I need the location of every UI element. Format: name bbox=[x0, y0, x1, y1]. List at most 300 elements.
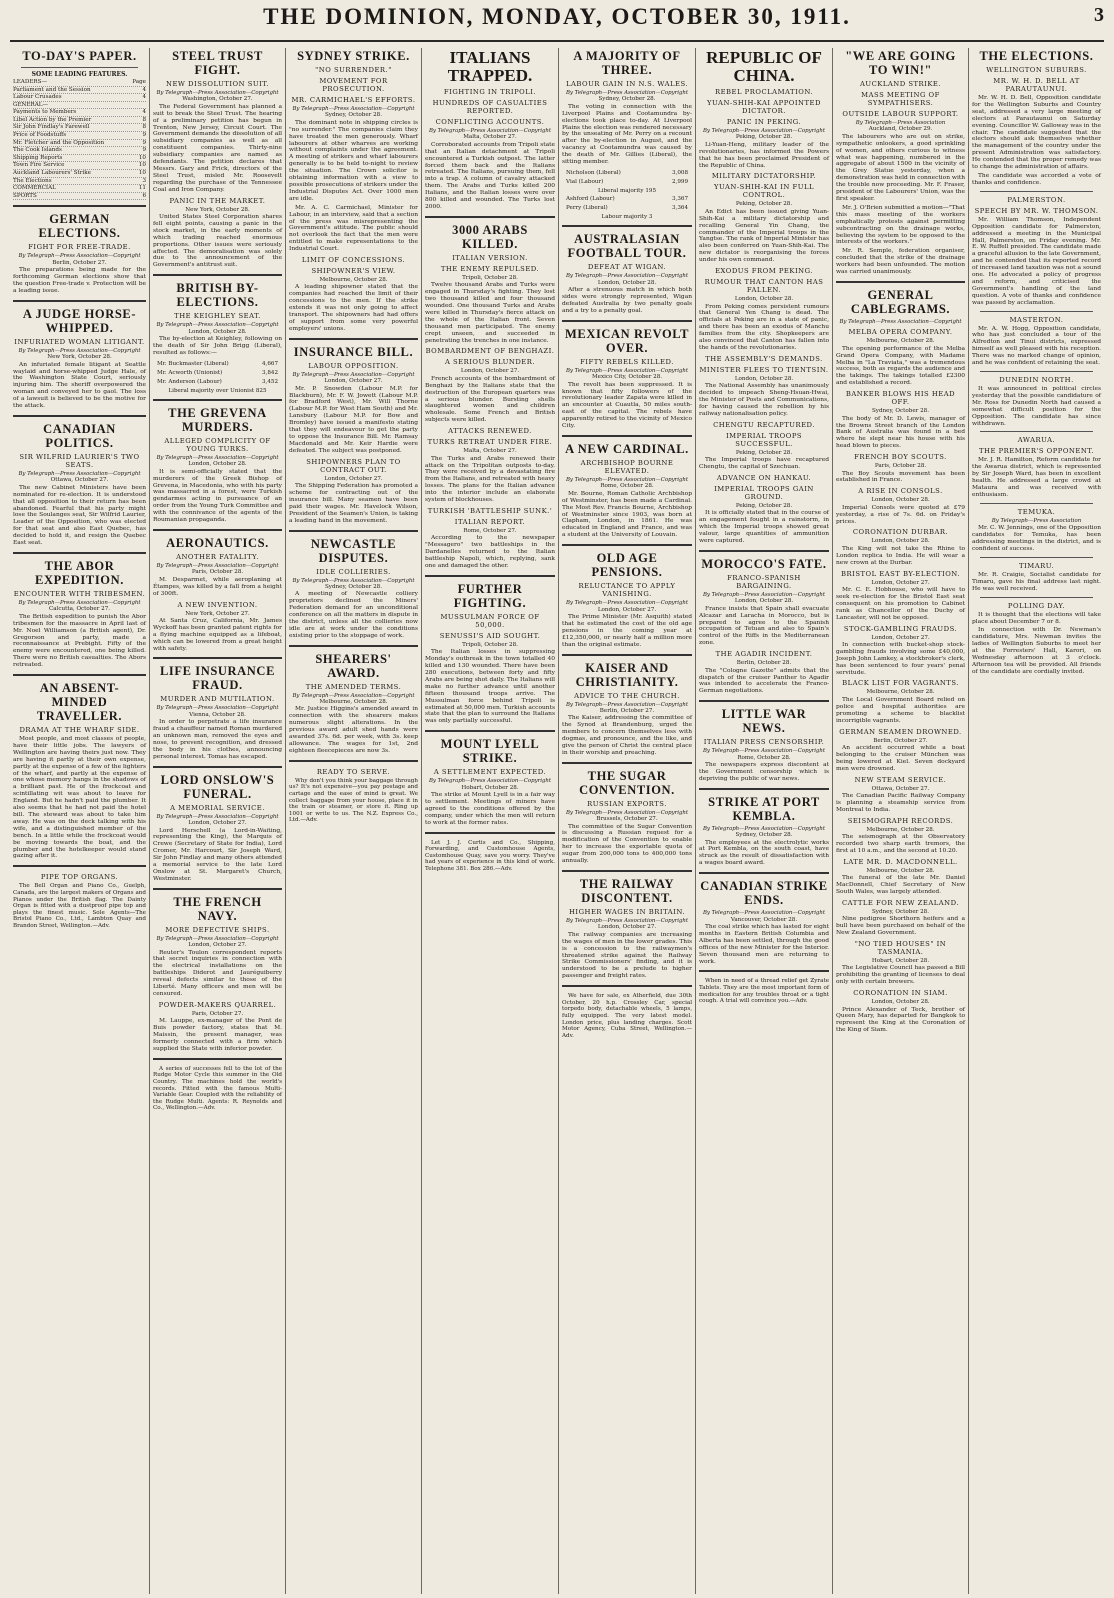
story-dateline: Vancouver, October 28. bbox=[730, 916, 798, 923]
story-credit: By Telegraph—Press Association—Copyright bbox=[292, 371, 415, 378]
story-dateline: London, October 28. bbox=[188, 461, 247, 468]
story-dateline: London, October 27. bbox=[324, 378, 383, 385]
contents-page: 4 bbox=[142, 109, 146, 116]
story-subhead: ITALIAN PRESS CENSORSHIP. bbox=[703, 738, 825, 747]
story-subhead: NEW STEAM SERVICE. bbox=[854, 775, 947, 784]
story-headline: GENERAL CABLEGRAMS. bbox=[850, 287, 951, 316]
divider bbox=[562, 320, 692, 322]
story-body: The Local Government Board relied on police and hospital authorities are promoting a scheme to blacklist incorrigible vagrants. bbox=[836, 696, 965, 724]
story-subhead: MELBA OPERA COMPANY. bbox=[848, 328, 953, 337]
contents-page: 4 bbox=[142, 94, 146, 101]
contents-item bbox=[13, 102, 146, 110]
divider bbox=[562, 225, 692, 227]
story-credit: By Telegraph—Press Association—Copyright bbox=[292, 577, 415, 584]
story-subhead: ITALIAN REPORT. bbox=[454, 517, 526, 526]
story-headline: A NEW CARDINAL. bbox=[565, 442, 689, 456]
story-credit: By Telegraph—Press Association—Copyright bbox=[565, 90, 689, 96]
story-subhead: "NO SURRENDER." bbox=[315, 66, 392, 74]
story-body: It is thought that the elections will take place about December 7 or 8. bbox=[972, 611, 1101, 625]
story-body: The railway companies are increasing the wages of men in the lower grades. This is a concession to the railwaymen's threatened strike against the Railway Strike Commissioners' finding, and it is understood to be a prelude to higher passenger and freight rates. bbox=[562, 931, 692, 980]
story-headline: STEEL TRUST FIGHT. bbox=[172, 49, 263, 77]
story-subhead: SIR WILFRID LAURIER'S TWO SEATS. bbox=[19, 453, 140, 469]
story-dateline: Rome, October 28. bbox=[600, 483, 654, 490]
story-headline: 3000 ARABS KILLED. bbox=[452, 222, 528, 251]
election-results bbox=[562, 168, 692, 188]
story-subhead: AWARUA. bbox=[1017, 436, 1056, 445]
story-subhead: FIGHTING IN TRIPOLI. bbox=[443, 88, 537, 96]
story-credit: By Telegraph—Press Association—Copyright bbox=[156, 322, 279, 329]
story-subhead: SEISMOGRAPH RECORDS. bbox=[847, 816, 954, 825]
story-credit: By Telegraph—Press Association—Copyright bbox=[292, 106, 415, 112]
story-subhead: A MEMORIAL SERVICE. bbox=[170, 803, 265, 812]
story-credit: By Telegraph—Press Association—Copyright bbox=[156, 90, 279, 96]
votes: 3,008 bbox=[671, 169, 688, 176]
story-credit: By Telegraph—Press Association—Copyright bbox=[428, 778, 552, 785]
story-subhead: ATTACKS RENEWED. bbox=[448, 427, 532, 436]
story-subhead: MASS MEETING OF SYMPATHISERS. bbox=[861, 91, 940, 107]
story-dateline: London, October 28. bbox=[871, 999, 930, 1006]
story-credit: By Telegraph—Press Association—Copyright bbox=[702, 910, 826, 917]
story-dateline: Rome, October 27. bbox=[463, 527, 517, 534]
result-row bbox=[564, 196, 690, 203]
story-subhead: FIFTY REBELS KILLED. bbox=[580, 357, 674, 366]
story-headline: CANADIAN STRIKE ENDS. bbox=[700, 879, 828, 908]
story-subhead: BOMBARDMENT OF BENGHAZI. bbox=[425, 347, 555, 356]
story-subhead: YUAN-SHIH-KAI IN FULL CONTROL. bbox=[714, 183, 814, 200]
story-credit: By Telegraph—Press Association—Copyright bbox=[18, 347, 141, 354]
story-body: Mr. R. Craigie, Socialist candidate for Timaru, gave his final address last night. He was well received. bbox=[972, 571, 1101, 592]
story-headline: AERONAUTICS. bbox=[166, 535, 269, 550]
divider bbox=[425, 216, 555, 218]
story-subhead: YUAN-SHIH-KAI APPOINTED DICTATOR. bbox=[707, 99, 821, 115]
story-subhead: SPEECH BY MR. W. THOMSON. bbox=[974, 206, 1099, 215]
story-dateline: Ottawa, October 27. bbox=[871, 785, 930, 792]
story-subhead: LABOUR OPPOSITION. bbox=[308, 361, 399, 370]
story-subhead: MASTERTON. bbox=[1009, 315, 1064, 324]
story-dateline: Melbourne, October 28. bbox=[319, 699, 388, 706]
votes: 3,367 bbox=[671, 196, 688, 203]
story-subhead: CONFLICTING ACCOUNTS. bbox=[435, 118, 545, 126]
story-subhead: CORONATION IN SIAM. bbox=[853, 989, 948, 998]
story-subhead: HIGHER WAGES IN BRITAIN. bbox=[569, 908, 685, 916]
story-body: Nine pedigree Shorthorn heifers and a bull have been purchased on behalf of the New Zealand Government. bbox=[836, 916, 965, 937]
divider bbox=[13, 205, 146, 207]
story-credit: By Telegraph—Press Association—Copyright bbox=[839, 318, 962, 325]
story-body: In connection with bucket-shop stock-gambling frauds involving some £40,000, Joseph John Lamkey, a stockbroker's clerk, has been sentenced to four years' penal servitude. bbox=[836, 641, 965, 676]
contents-label: Town Fire Service bbox=[13, 162, 65, 169]
story-subhead: TURKS RETREAT UNDER FIRE. bbox=[427, 438, 553, 447]
story-body: The Shipping Federation has promoted a scheme for contracting out of the insurance bill. Many seamen have been paid their wages. Mr. Havelock Wilson, President of the Seamen's Union, is taking a leading hand in the movement. bbox=[289, 483, 418, 524]
story-subhead: PANIC IN THE MARKET. bbox=[169, 196, 266, 205]
story-headline: THE RAILWAY DISCONTENT. bbox=[579, 877, 675, 905]
story-subhead: CATTLE FOR NEW ZEALAND. bbox=[841, 898, 960, 907]
story-subhead: CORONATION DURBAR. bbox=[852, 528, 949, 537]
candidate: Vial (Labour) bbox=[566, 178, 604, 185]
story-body: In order to perpetrate a life insurance fraud a chauffeur named Roman murdered an unknown man, removed the eyes and nose, to prevent recognition, and dressed the body in his clothes, announcing personal interest. Tomas has escaped. bbox=[153, 719, 282, 760]
story-credit: By Telegraph—Press Association—Copyright bbox=[18, 253, 141, 260]
column-7 bbox=[833, 48, 969, 1594]
contents-page: 9 bbox=[142, 147, 146, 154]
story-subhead: POWDER-MAKERS QUARREL. bbox=[158, 1000, 277, 1009]
contents-page: 9 bbox=[142, 132, 146, 139]
story-body: The preparations being made for the forthcoming German elections show that the question Free-trade v. Protection will be a leading issue. bbox=[13, 267, 146, 294]
story-subhead: THE ENEMY REPULSED. bbox=[440, 264, 540, 273]
story-credit: By Telegraph—Press Association—Copyright bbox=[565, 600, 689, 607]
story-credit: By Telegraph—Press Association—Copyright bbox=[565, 809, 689, 816]
story-body: The strike at Mount Lyell is in a fair way to settlement. Meetings of miners have agreed to the conditions offered by the company, under which the men will return to work at the former rates. bbox=[425, 792, 555, 826]
contents-item bbox=[13, 193, 146, 201]
divider bbox=[425, 575, 555, 577]
story-dateline: London, October 28. bbox=[871, 538, 930, 545]
story-subhead: FRANCO-SPANISH BARGAINING. bbox=[727, 573, 801, 590]
ad-body: The Bell Organ and Piano Co., Guelph, Canada, are the largest makers of Organs and Pianos under the British flag. The Dainty Organ is fitted with a dustproof pipe top and plays the finest music. Sole Agents—The Bristol Piano Co., Ltd., Lambton Quay and Brandon Street, Wellington.—Adv. bbox=[13, 883, 146, 929]
story-dateline: London, October 28. bbox=[734, 296, 794, 303]
story-body: An accident occurred while a boat belonging to the cruiser München was being lowered at Kiel. Seven dockyard men were drowned. bbox=[836, 744, 965, 772]
story-dateline: London, October 27. bbox=[188, 820, 247, 827]
story-dateline: Auckland, October 29. bbox=[868, 126, 933, 133]
story-dateline: Melbourne, October 28. bbox=[866, 689, 935, 696]
story-dateline: Paris, October 28. bbox=[874, 463, 927, 470]
story-body: The opening performance of the Melba Grand Opera Company, with Madame Melba in "La Traviata," was a tremendous success, both as regards the audience and the takings. The takings totalled £2300 and established a record. bbox=[836, 345, 965, 387]
story-body: At Santa Cruz, California, Mr. James Wyckoff has been granted patent rights for a flying machine equipped as a lifeboat, which can be lowered from a great height with safety. bbox=[153, 617, 282, 652]
story-subhead: THE ASSEMBLY'S DEMANDS. bbox=[705, 354, 823, 363]
story-subhead: IDLE COLLIERIES. bbox=[316, 567, 391, 576]
story-body: Mr. William Thomson, Independent Opposition candidate for Palmerston, addressed a meeting in the Municipal Hall, Palmerston, on Friday evening. Mr. E. W. Ruffell presided. The candidate made a graceful allusion to the late Government, and he contended that its reported record of increased land taxation was not a sound one. He advocated a policy of progress and reform, and criticised the Government's handling of the land question. A vote of thanks and confidence was passed by acclamation. bbox=[972, 216, 1101, 306]
story-body: The revolt has been suppressed. It is known that fifty followers of the revolutionary leader Zapata were killed in an encounter at Cuautla, 50 miles south-east of the capital. The rebels have apparently retired to the vicinity of Mexico City. bbox=[562, 381, 692, 430]
story-headline: INSURANCE BILL. bbox=[293, 344, 414, 359]
contents-label: SPORTS bbox=[13, 192, 37, 199]
divider bbox=[153, 274, 282, 276]
contents-page: 4 bbox=[142, 86, 146, 93]
story-body: From Peking comes persistent rumours that General Yen Chang is dead. The officials at Peking are in a state of panic, and there has been an exodus of Manchu families from the city. Shopkeepers are also convinced that Canton has fallen into the hands of the revolutionaries. bbox=[699, 303, 829, 351]
result-row bbox=[564, 170, 690, 177]
divider bbox=[289, 760, 418, 762]
story-dateline: Melbourne, October 28. bbox=[319, 277, 388, 284]
divider bbox=[980, 503, 1093, 504]
votes: 3,452 bbox=[261, 378, 278, 385]
contents-item bbox=[13, 124, 146, 132]
divider bbox=[836, 281, 965, 283]
story-dateline: Sydney, October 28. bbox=[324, 583, 383, 590]
divider bbox=[425, 832, 555, 834]
story-credit: By Telegraph—Press Association—Copyright bbox=[428, 128, 552, 134]
story-subhead: ARCHBISHOP BOURNE ELEVATED. bbox=[580, 459, 674, 475]
story-body: Mr. W. H. D. Bell, Opposition candidate for the Wellington Suburbs and Country seat, addressed a very large meeting of electors at Parautaunui on Saturday evening. Councillor W. Galloway was in the chair. The candidate suggested that the electors should ask themselves whether the management of the country under the present Administration was satisfactory. He contended that the proper remedy was to change the administration of affairs. bbox=[972, 95, 1101, 171]
story-body: The labourers who are out on strike, sympathetic onlookers, a good sprinkling of women, and others curious to witness what was happening, numbered in the aggregate of about 1500 in the vicinity of the Grey Statue yesterday, when a demonstration was held in connection with the trouble now proceeding. Mr. F. Fraser, president of the Labourers' Union, was the first speaker. bbox=[836, 133, 965, 202]
story-dateline: London, October 28. bbox=[188, 328, 247, 335]
story-headline: KAISER AND CHRISTIANITY. bbox=[575, 660, 679, 689]
contents-label: Auckland Labourers' Strike bbox=[13, 170, 91, 177]
story-subhead: LATE MR. D. MACDONNELL. bbox=[843, 857, 958, 866]
story-headline: THE FRENCH NAVY. bbox=[173, 894, 262, 923]
result-row bbox=[155, 361, 280, 368]
story-dateline: London, October 28. bbox=[597, 279, 657, 286]
story-headline: LORD ONSLOW'S FUNERAL. bbox=[160, 772, 275, 801]
story-subhead: MR. CARMICHAEL'S EFFORTS. bbox=[291, 96, 416, 104]
story-subhead: DUNEDIN NORTH. bbox=[999, 376, 1074, 384]
story-dateline: Mexico City, October 28. bbox=[591, 374, 663, 381]
story-subhead: ALLEGED COMPLICITY OF YOUNG TURKS. bbox=[164, 436, 271, 453]
story-dateline: Hobart, October 28. bbox=[461, 784, 519, 791]
story-body: It is semi-officially stated that the murderers of the Greek Bishop of Grevena, in Macedonia, who with his party was massacred in a forest, were Turkish gendarmes acting in pursuance of an order from the Young Turk Committee and with the connivance of the agents of the Roumanian propaganda. bbox=[153, 468, 282, 524]
story-credit: By Telegraph—Press Association bbox=[855, 120, 946, 126]
story-dateline: London, October 27. bbox=[188, 942, 247, 949]
story-body: United States Steel Corporation shares fell eight points, causing a panic in the stock market, in the early moments of which trading reached enormous proportions. Other issues were seriously affected. The demoralisation was solely due to the announcement of the Government's antitrust suit. bbox=[153, 214, 282, 269]
contents-title: SOME LEADING FEATURES. bbox=[31, 71, 128, 78]
divider bbox=[13, 552, 146, 554]
story-subhead: DEFEAT AT WIGAN. bbox=[587, 263, 667, 272]
divider bbox=[289, 530, 418, 532]
story-body: The Turks and Arabs renewed their attack on the Tripolitan outposts to-day. They were received by a devastating fire from the Italians, and retreated with heavy losses. The plans for the Italian advance into the interior include an elaborate system of blockhouses. bbox=[425, 455, 555, 504]
contents-item bbox=[13, 170, 146, 178]
story-body: The coal strike which has lasted for eight months in Eastern British Columbia and Alberta has been settled, through the good offices of the new Minister for the Interior. Seven thousand men are returning to work. bbox=[699, 924, 829, 965]
story-body: The funeral of the late Mr. Daniel MacDonnell, Chief Secretary of New South Wales, was largely attended. bbox=[836, 875, 965, 895]
story-headline: NEWCASTLE DISPUTES. bbox=[310, 536, 397, 565]
contents-item bbox=[13, 94, 146, 102]
contents-page: 10 bbox=[138, 162, 146, 169]
story-body: It was announced in political circles yesterday that the possible candidature of Mr. Ross for Dunedin North had caused a somewhat difficult position for the Opposition. The candidate has since withdrawn. bbox=[972, 386, 1101, 427]
story-headline: THE ELECTIONS. bbox=[979, 49, 1094, 63]
result-row bbox=[155, 370, 280, 377]
story-headline: BRITISH BY-ELECTIONS. bbox=[176, 281, 259, 310]
story-subhead: BRISTOL EAST BY-ELECTION. bbox=[841, 569, 960, 578]
ad-title: READY TO SERVE. bbox=[316, 767, 391, 776]
contents-page: 6 bbox=[142, 192, 146, 199]
story-headline: THE SUGAR CONVENTION. bbox=[579, 768, 675, 797]
story-subhead: ANOTHER FATALITY. bbox=[176, 552, 259, 561]
contents-label: Labour Crusades bbox=[13, 94, 62, 101]
story-subhead: LABOUR GAIN IN N.S. WALES. bbox=[565, 80, 689, 88]
divider bbox=[980, 371, 1093, 372]
story-subhead: MURDER AND MUTILATION. bbox=[160, 695, 275, 704]
story-subhead: A NEW INVENTION. bbox=[177, 600, 258, 609]
story-body: Reuter's Toulon correspondent reports that secret inquiries in connection with the electrical installations on the battleships Diderot and Jauréguiberry reveal defects similar to those of the Liberté. Many officers and men will be censured. bbox=[153, 949, 282, 997]
contents-page: 11 bbox=[138, 185, 146, 192]
contents-label: Parliament and the Session bbox=[13, 86, 91, 93]
story-dateline: London, October 27. bbox=[597, 924, 657, 931]
story-dateline: Vienna, October 28. bbox=[189, 711, 246, 718]
candidate: Nicholson (Liberal) bbox=[566, 169, 621, 176]
story-subhead: ADVANCE ON HANKAU. bbox=[716, 474, 812, 482]
story-dateline: Ottawa, October 27. bbox=[50, 477, 109, 484]
story-subhead: SHIPOWNERS PLAN TO CONTRACT OUT. bbox=[306, 457, 401, 474]
advertisement: When in need of a thread relief get Zyrate Tablets. They are the most important form of medication for any troubles throat or a tight cough. A trial will convince you.—Adv. bbox=[699, 978, 829, 1005]
contents-page: 9 bbox=[142, 139, 146, 146]
story-dateline: London, October 27. bbox=[871, 634, 930, 641]
contents-page: Page bbox=[132, 78, 146, 85]
story-body: France insists that Spain shall evacuate Alcazar and Laracha in Morocco, but is prepared to agree to the Spanish occupation of Tetuan and also to Spain's control of the Riffs in the Mediterranean zone. bbox=[699, 605, 829, 647]
contents-list bbox=[13, 79, 146, 201]
story-subhead: A SETTLEMENT EXPECTED. bbox=[433, 768, 547, 777]
story-body: Most people, and most classes of people, have their little jobs. The lawyers of Wellington are having theirs just now. They are having it partly at their own expense, partly at the expense of a few of the lighters of the wharf, and partly at the expense of one whose memory hangs in the shadows of a brilliant past. He of the frockcoat and scintillating wit was about to leave for England. But he hadn't paid the plumber. It also seems that he had not paid the hotel bill. The steward was about to take him away. He was on the deck talking with his wife, and a distinguished member of the bench. In a little while the frockcoat would be moving towards the boat, and the plumber and the hotelkeeper would stand gazing after it. bbox=[13, 736, 146, 860]
story-headline: THE ABOR EXPEDITION. bbox=[35, 558, 124, 587]
story-body: Corroborated accounts from Tripoli state that an Italian detachment at Tripoli encountered a Turkish outpost. The latter forced them back and the Italians retreated. The Italians, pursuing them, fell into a trap. A column of cavalry attacked them. The Arabs and Turks killed 200 Italians, and the Italian losses were over 800 killed and wounded. The Turks lost 2000. bbox=[425, 141, 555, 210]
advertisement bbox=[13, 873, 146, 929]
story-body: An Edict has been issued giving Yuan-Shih-Kai a military dictatorship and recalling General Yin Chang, the commander of the Imperial troops in the Yangtse. The rank of Imperial Minister has also been conferred on Yuan-Shih-Kai. The new dictator is reorganising the forces under his own command. bbox=[699, 208, 829, 264]
story-dateline: Melbourne, October 28. bbox=[866, 826, 935, 833]
story-subhead: A SERIOUS BLUNDER. bbox=[444, 358, 536, 367]
column-2 bbox=[150, 48, 286, 1594]
story-body: Mr. C. W. Jennings, one of the Opposition candidates for Temuka, has been addressing meetings in the district, and is confident of success. bbox=[972, 525, 1101, 552]
story-body: The seismograph at the Observatory recorded two sharp earth tremors, the first at 10 a.m., and the second at 10.20. bbox=[836, 834, 965, 854]
story-dateline: Paris, October 27. bbox=[191, 1010, 244, 1017]
story-subhead: RELUCTANCE TO APPLY VANISHING. bbox=[578, 582, 676, 599]
story-subhead: SHIPOWNER'S VIEW. bbox=[311, 267, 396, 276]
story-dateline: Tripoli, October 28. bbox=[462, 274, 518, 281]
story-subhead: ITALIAN VERSION. bbox=[452, 253, 528, 262]
contents-item bbox=[13, 162, 146, 170]
divider bbox=[153, 399, 282, 401]
divider bbox=[980, 431, 1093, 432]
story-subhead: WELLINGTON SUBURBS. bbox=[986, 66, 1087, 74]
story-dateline: London, October 28. bbox=[871, 497, 930, 504]
story-subhead: REBEL PROCLAMATION. bbox=[714, 88, 814, 96]
story-credit: By Telegraph—Press Association—Copyright bbox=[156, 935, 279, 942]
candidate: Perry (Liberal) bbox=[566, 205, 608, 212]
divider bbox=[562, 544, 692, 546]
divider bbox=[699, 550, 829, 552]
story-body: M. Desparmet, while aeroplaning at Étampes, was killed by a fall from a height of 300ft. bbox=[153, 576, 282, 597]
contents-label: Payments to Members bbox=[13, 109, 77, 116]
story-credit: By Telegraph—Press Association—Copyright bbox=[156, 813, 279, 820]
story-dateline: London, October 27. bbox=[460, 368, 520, 375]
story-subhead: INFURIATED WOMAN LITIGANT. bbox=[14, 337, 145, 346]
divider bbox=[153, 657, 282, 659]
divider bbox=[699, 872, 829, 874]
divider bbox=[699, 700, 829, 702]
story-subhead: FRENCH BOY SCOUTS. bbox=[854, 453, 947, 462]
story-body: Mr. P. Snowden (Labour M.P. for Blackburn), Mr. F. W. Jowett (Labour M.P. for Bradford West), Mr. Will Thorne (Labour M.P. for West Ham South) and Mr. Lansbury (Labour M.P. for Bow and Bromley) have issued a manifesto stating that they will endeavour to get the party to oppose the Insurance Bill. Mr. Ramsay Macdonald and Mr. Keir Hardie were defeated. The subject was postponed. bbox=[289, 385, 418, 454]
story-credit: By Telegraph—Press Association—Copyright bbox=[565, 367, 689, 374]
divider bbox=[13, 865, 146, 867]
divider bbox=[13, 415, 146, 417]
story-subhead: STOCK-GAMBLING FRAUDS. bbox=[843, 624, 958, 633]
story-headline: "WE ARE GOING TO WIN!" bbox=[845, 49, 956, 77]
story-credit: By Telegraph—Press Association—Copyright bbox=[702, 591, 826, 598]
story-dateline: Malta, October 27. bbox=[463, 448, 517, 455]
contents-label: The Cook Islands bbox=[13, 147, 62, 154]
story-dateline: Rome, October 28. bbox=[737, 754, 791, 761]
contents-item bbox=[13, 87, 146, 95]
story-dateline: Berlin, October 27. bbox=[599, 707, 655, 714]
story-subhead: RUSSIAN EXPORTS. bbox=[587, 799, 667, 808]
story-body: The body of Mr. D. Lewis, manager of the Browns Street branch of the London Bank of Australia was found in a bed where he slept near his house with his head blown to pieces. bbox=[836, 415, 965, 450]
story-headline: AUSTRALASIAN FOOTBALL TOUR. bbox=[567, 232, 687, 261]
contents-item bbox=[13, 185, 146, 193]
divider bbox=[153, 529, 282, 531]
contents-label: Libel Action by the Premier bbox=[13, 116, 92, 123]
result-row bbox=[564, 205, 690, 212]
story-body: The newspapers express discontent at the Government censorship which is depriving the public of war news. bbox=[699, 762, 829, 782]
story-dateline: London, October 28. bbox=[734, 598, 794, 605]
story-headline: LITTLE WAR NEWS. bbox=[721, 707, 807, 736]
column-3 bbox=[286, 48, 422, 1594]
election-results bbox=[562, 194, 692, 214]
story-body: The new Cabinet Ministers have been nominated for re-election. It is understood that all opposition to their return has been abandoned. Fearful that his party might lose the Soulanges seat, Sir Wilfrid Laurier, Leader of the Opposition, who was elected for that seat and also East Quebec, has decided to hold it, and resign the Quebec East seat. bbox=[13, 484, 146, 547]
divider bbox=[153, 888, 282, 890]
story-body: The "Cologne Gazette" admits that the dispatch of the cruiser Panther to Agadir was intended to accelerate the Franco-German negotiations. bbox=[699, 667, 829, 695]
story-body: The Prime Minister (Mr. Asquith) stated that he estimated the cost of the old age pensions in the coming year at £12,350,000, or nearly half a million more than the original estimate. bbox=[562, 613, 692, 648]
contents-label: Shipping Reports bbox=[13, 154, 63, 161]
story-subhead: GERMAN SEAMEN DROWNED. bbox=[839, 727, 962, 736]
story-dateline: Sydney, October 28. bbox=[324, 112, 383, 119]
story-body: Mr. Bourne, Roman Catholic Archbishop of Westminster, has been made a Cardinal. The Most Rev. Francis Bourne, Archbishop of Westminster since 1903, was born at Clapham, London, in 1861. He was educated in England and France, and was a student at the University of Louvain. bbox=[562, 490, 692, 539]
story-body: A meeting of Newcastle colliery proprietors declined the Miners' Federation demand for an unconditional conference on all the matters in dispute in the district, unless all the collieries now idle are at work under the conditions existing prior to the stoppage of work. bbox=[289, 591, 418, 639]
story-dateline: Washington, October 27. bbox=[182, 96, 253, 103]
votes: 3,842 bbox=[261, 369, 278, 376]
story-body: The Canadian Pacific Railway Company is planning a steamship service from Montreal to India. bbox=[836, 792, 965, 813]
contents-item bbox=[13, 140, 146, 148]
story-headline: SYDNEY STRIKE. bbox=[297, 49, 410, 63]
divider bbox=[980, 557, 1093, 558]
story-body: The Boy Scouts movement has been established in France. bbox=[836, 470, 965, 484]
divider bbox=[699, 788, 829, 790]
story-body: A leading shipowner stated that the companies had reached the limit of their concessions to the men. If the strike extends it was not only going to affect transport. The shipowners had had offers of support from some very powerful employers' unions. bbox=[289, 284, 418, 332]
story-credit: By Telegraph—Press Association—Copyright bbox=[292, 692, 415, 699]
story-subhead: CHENGTU RECAPTURED. bbox=[713, 420, 815, 429]
story-dateline: New York, October 27. bbox=[185, 610, 250, 617]
story-subhead: THE KEIGHLEY SEAT. bbox=[174, 312, 261, 321]
contents-page: 8 bbox=[142, 116, 146, 123]
story-dateline: Peking, October 28. bbox=[735, 503, 793, 509]
story-dateline: Brussels, October 27. bbox=[596, 816, 658, 823]
story-subhead: HUNDREDS OF CASUALTIES REPORTED. bbox=[432, 99, 548, 115]
story-dateline: London, October 27. bbox=[597, 606, 657, 613]
divider bbox=[699, 970, 829, 972]
divider bbox=[13, 300, 146, 302]
story-body: The dominant note in shipping circles is "no surrender." The companies claim they have treated the men generously. Wharf labourers at other wharves are working without complaints under the agreement. A meeting of strikers and wharf labourers generally is to be held to-night to review the situation. The Crown solicitor is obtaining information with a view to possible prosecutions of strikers under the Industrial Disputes Act. Over 1000 men are idle. bbox=[289, 119, 418, 202]
story-headline: STRIKE AT PORT KEMBLA. bbox=[708, 794, 820, 823]
advertisement: We have for sale, ex Atherfield, due 30th October, 20 h.p. Crossley Car, special torpedo body, detachable wheels, 5 lamps, fully equipped. The very latest model. London price, plus landing charges. Scott Motor Agency, Cuba Street, Wellington.—Adv. bbox=[562, 993, 692, 1039]
story-body: The voting in connection with the Liverpool Plains and Cootamundra by-elections took place to-day. At Liverpool Plains the election was rendered necessary by the unseating of Mr. Perry on a recount after the by-election in August, and the vacancy at Cootamundra was caused by the death of Mr. Gillies (Liberal), the sitting member. bbox=[562, 103, 692, 166]
story-body: The employees at the electrolytic works at Port Kembla, on the south coast, have struck as the result of dissatisfaction with a wages board award. bbox=[699, 839, 829, 867]
story-headline: LIFE INSURANCE FRAUD. bbox=[159, 664, 276, 693]
divider bbox=[21, 67, 138, 68]
story-subhead: THE AGADIR INCIDENT. bbox=[715, 650, 813, 659]
divider bbox=[980, 311, 1093, 312]
story-subhead: MORE DEFECTIVE SHIPS. bbox=[165, 925, 270, 934]
story-headline: CANADIAN POLITICS. bbox=[43, 422, 116, 450]
story-credit: By Telegraph—Press Association—Copyright bbox=[702, 748, 826, 755]
story-credit: By Telegraph—Press Association—Copyright bbox=[156, 454, 279, 461]
ad-body: Why don't you think your baggage through us? It's not expensive—you pay postage and cartage and the ease of mind is great. We collect baggage from your house, place it in the train or steamer, or store it. Ring up 1001 or write to us. The N.Z. Express Co., Ltd.—Adv. bbox=[289, 777, 418, 824]
story-dateline: Sydney, October 28. bbox=[735, 832, 793, 839]
result-note: Liberal majority over Unionist 825 bbox=[168, 387, 267, 394]
story-subhead: POLLING DAY. bbox=[1007, 601, 1066, 610]
story-credit: By Telegraph—Press Association—Copyright bbox=[702, 825, 826, 832]
story-dateline: Peking, October 28. bbox=[735, 134, 793, 141]
masthead-rule bbox=[10, 40, 1104, 42]
story-dateline: Tripoli, October 28. bbox=[462, 641, 518, 648]
advertisement: A series of successes fell to the lot of the Rudge Motor Cycle this summer in the Old Country. The machines hold the world's records. Fitted with the famous Multi-Variable Gear. Coupled with the reliability of the Rudge Multi. Agents: R. Reynolds and Co., Wellington.—Adv. bbox=[153, 1065, 282, 1112]
divider bbox=[562, 435, 692, 437]
story-body: Mr. Justice Higgins's amended award in connection with the shearers makes numerous slight alterations. In the previous award adult shed hands were awarded 37s. 6d. per week, with 3s. keep allowance. The wages for 1st, 2nd eighteen fleecepieces are now 3s. bbox=[289, 706, 418, 754]
story-subhead: THE AMENDED TERMS. bbox=[305, 682, 402, 691]
contents-item bbox=[13, 79, 146, 87]
contents-item bbox=[13, 109, 146, 117]
story-subhead: MILITARY DICTATORSHIP. bbox=[711, 172, 817, 181]
candidate: Mr. Buckmaster (Liberal) bbox=[157, 360, 229, 367]
story-dateline: Malta, October 27. bbox=[463, 134, 517, 141]
story-dateline: Berlin, October 28. bbox=[736, 660, 792, 667]
story-headline: AN ABSENT-MINDED TRAVELLER. bbox=[36, 681, 123, 724]
story-subhead: MUSSULMAN FORCE OF 50,000. bbox=[440, 612, 540, 629]
contents-label: The Elections bbox=[13, 177, 52, 184]
story-dateline: Melbourne, October 28. bbox=[866, 338, 935, 345]
story-credit: By Telegraph—Press Association—Copyright bbox=[18, 471, 141, 477]
divider bbox=[425, 730, 555, 732]
story-body: M. Lauppe, ex-manager of the Pont de Buis powder factory, states that M. Maissin, the present manager, was formerly connected with a firm which supplied the State with inferior powder. bbox=[153, 1018, 282, 1052]
